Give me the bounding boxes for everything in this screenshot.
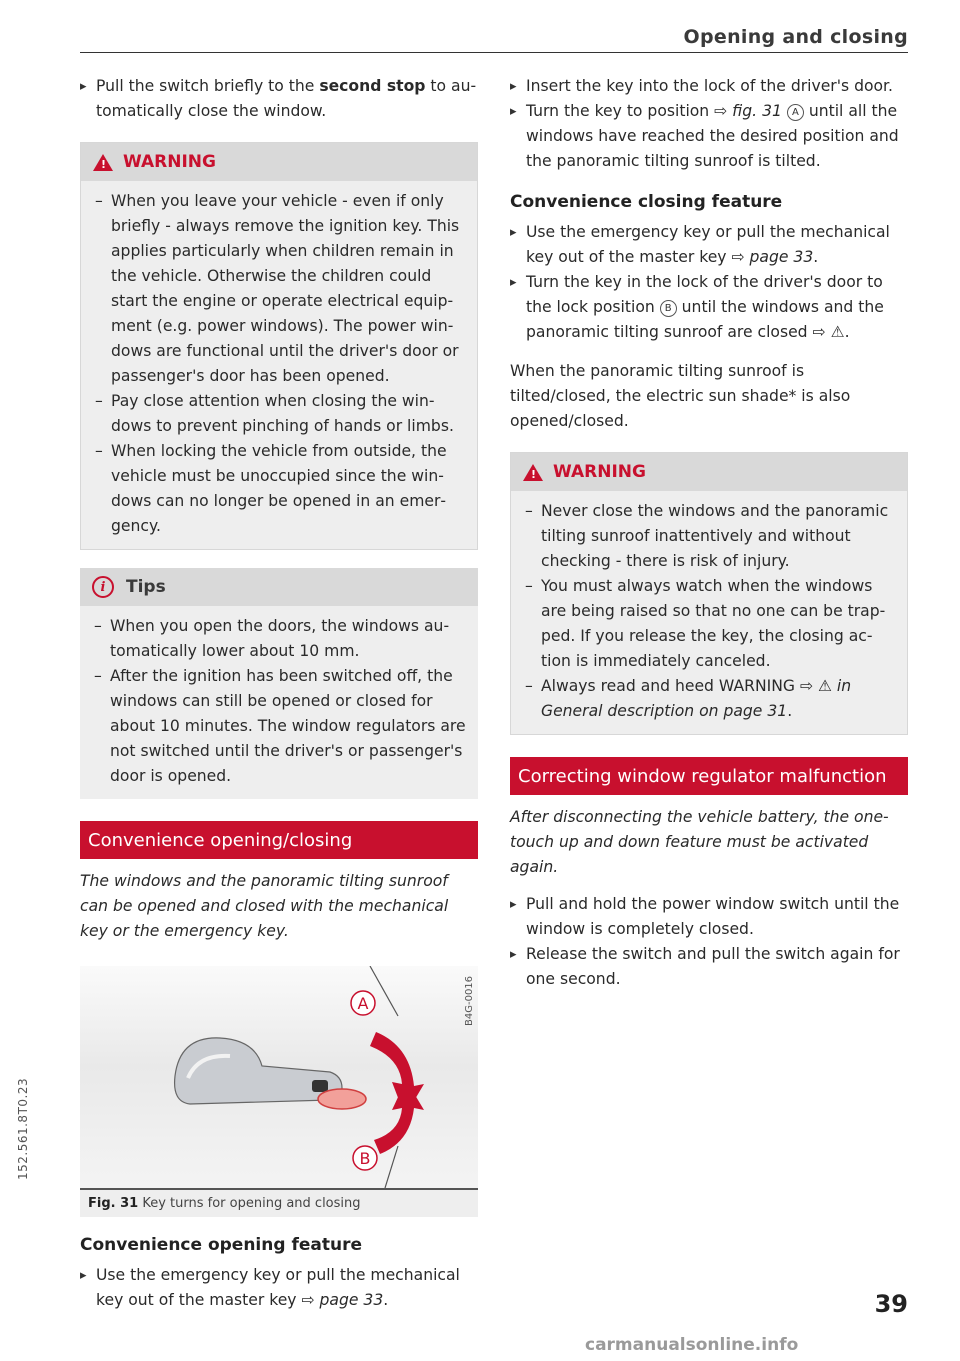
warning-box-left [80, 142, 478, 550]
warning-item: – Pay close attention when closing the windows to prevent pinching of hands or limbs. [95, 389, 465, 439]
warning-box-right [510, 452, 908, 735]
fig-ref-link[interactable]: ⇨ fig. 31 [714, 102, 782, 120]
section-intro: The windows and the panoramic tilting sunroof can be opened and closed with the mechanical key or the emergency key. [80, 872, 449, 940]
warning-ref-icon[interactable]: ⚠ [817, 677, 832, 695]
position-a-badge: A [787, 104, 804, 121]
bullet-text: Use the emergency key or pull the mechanical key out of the master key [526, 223, 890, 266]
bullet-text: Turn the key to position [526, 102, 715, 120]
info-icon: i [92, 576, 114, 598]
tips-item: – When you open the doors, the windows automatically lower about 10 mm. [94, 614, 466, 664]
page-number: 39 [874, 1290, 908, 1318]
warning-item: – When you leave your vehicle - even if only briefly - always remove the ignition key. This applies particularly when children remain in the vehicle. Otherwise the children could start the engine or operate electrical equipment (e.g. power windows). The power windows are functional until the driver's door or passenger's door has been opened. [95, 189, 465, 389]
warning-header [81, 143, 477, 181]
bullet-correcting: ▸ Release the switch and pull the switch again for one second. [510, 942, 908, 992]
warning-title: WARNING [553, 462, 646, 482]
warning-item: – You must always watch when the windows are being raised so that no one can be trapped. If you release the key, the closing action is immediately canceled. [525, 574, 895, 674]
heading-closing-feature: Convenience closing feature [510, 192, 783, 212]
section-intro: After disconnecting the vehicle battery, the one-touch up and down feature must be activated again. [510, 808, 889, 876]
page-header-title: Opening and closing [683, 26, 908, 48]
right-column [510, 74, 908, 992]
bullet-text: Pull the switch briefly to the [96, 77, 320, 95]
page-ref-link[interactable]: in General description on page 31 [541, 677, 852, 720]
bullet-closing-key [510, 220, 908, 270]
caption-text: Key turns for opening and closing [142, 1196, 361, 1211]
tips-header [80, 568, 478, 606]
bullet-text: Turn the key in the lock of the driver's door to the lock position [526, 273, 883, 316]
tips-box [80, 568, 478, 799]
label-a: A [357, 994, 369, 1013]
bullet-closing-turn [510, 270, 908, 345]
heading-opening-feature: Convenience opening feature [80, 1235, 362, 1255]
caption-label: Fig. 31 [88, 1196, 139, 1211]
warning-triangle-icon: ! [93, 154, 113, 171]
bullet-text-mid: until the windows and the panoramic tilting sunroof are closed ⇨ [526, 298, 884, 341]
tips-title: Tips [126, 577, 166, 597]
warning-header [511, 453, 907, 491]
warning-item [525, 674, 895, 724]
tips-item: – After the ignition has been switched off, the windows can still be opened or closed for about 10 minutes. The window regulators are not switched until the driver's or passenger's door is opened. [94, 664, 466, 789]
side-document-code: 152.561.8T0.23 [16, 1077, 30, 1180]
door-handle-icon [175, 1038, 342, 1104]
warning-triangle-icon: ! [523, 464, 543, 481]
section-title-correcting: Correcting window regulator malfunction [510, 757, 908, 795]
warning-end: . [787, 702, 793, 720]
bullet-end: . [383, 1291, 389, 1309]
figure-caption [80, 1190, 478, 1217]
sunshade-paragraph: When the panoramic tilting sunroof is tilted/closed, the electric sun shade* is also opened/closed. [510, 362, 851, 430]
figure-code: B4G-0016 [464, 975, 475, 1026]
bullet-insert-key: ▸ Insert the key into the lock of the driver's door. [510, 74, 908, 99]
bullet-text: Use the emergency key or pull the mechanical key out of the master key [96, 1266, 460, 1309]
left-column [80, 74, 478, 1313]
figure-key-turns [80, 966, 478, 1190]
warning-body [511, 491, 907, 734]
label-b: B [359, 1149, 371, 1168]
warning-title: WARNING [123, 152, 216, 172]
section-title-convenience: Convenience opening/closing [80, 821, 478, 859]
warning-item: – Never close the windows and the panoramic tilting sunroof inattentively and without checking - there is risk of injury. [525, 499, 895, 574]
tips-body [80, 606, 478, 799]
position-b-badge: B [660, 300, 677, 317]
door-line [385, 1146, 398, 1188]
warning-body [81, 181, 477, 549]
bullet-turn-key [510, 99, 908, 174]
page-ref-link[interactable]: ⇨ page 33 [731, 248, 814, 266]
bullet-auto-close [80, 74, 478, 124]
warning-item: – When locking the vehicle from outside, the vehicle must be unoccupied since the windows can no longer be opened in an emergency. [95, 439, 465, 539]
lock-cylinder-icon [312, 1080, 328, 1092]
key-icon [318, 1089, 366, 1109]
header-rule [80, 52, 908, 53]
bullet-bold: second stop [319, 77, 426, 95]
watermark: carmanualsonline.info [585, 1335, 799, 1355]
page-ref-link[interactable]: ⇨ page 33 [301, 1291, 384, 1309]
bullet-end: . [844, 323, 850, 341]
warning-ref-icon[interactable]: ⚠ [830, 323, 845, 341]
warning-text: Always read and heed WARNING ⇨ [541, 677, 818, 695]
bullet-opening [80, 1263, 478, 1313]
bullet-text-end: until all the windows have reached the desired position and the panoramic tilting sunroof is tilted. [526, 102, 899, 170]
bullet-correcting: ▸ Pull and hold the power window switch until the window is completely closed. [510, 892, 908, 942]
bullet-text-end: to automatically close the window. [96, 77, 477, 120]
figure-illustration [80, 966, 478, 1188]
bullet-end: . [813, 248, 819, 266]
